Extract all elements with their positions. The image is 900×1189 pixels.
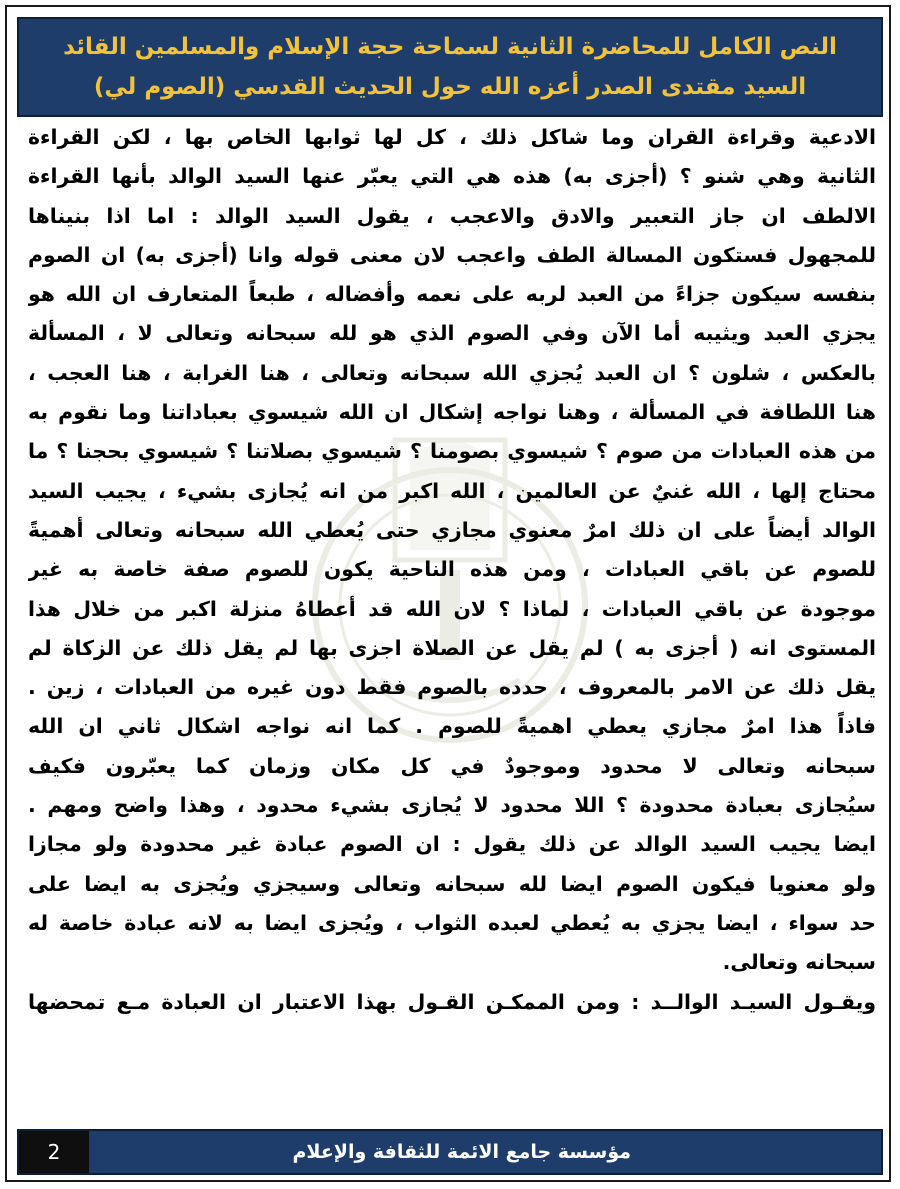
text-line: للمجهول فستكون المسالة الطف واعجب لان معنى قوله وانا (أجزى به) ان الصوم (28, 242, 876, 267)
text-line: سبحانه وتعالى. (722, 950, 876, 975)
title-line-2: السيد مقتدى الصدر أعزه الله حول الحديث القدسي (الصوم لي) (93, 74, 807, 100)
text-line: ويقـول السيـد الوالــد : ومن الممكـن القـول بهذا الاعتبار ان العبادة مـع تمحضها (28, 989, 876, 1014)
text-line: هنا اللطافة في المسألة ، وهنا نواجه إشكال ان الله شيسوي بعباداتنا وما نقوم به (28, 400, 876, 425)
text-line: الوالد أيضاً على ان ذلك امرٌ معنوي مجازي حتى يُعطي الله سبحانه وتعالى أهميةً (28, 517, 876, 542)
text-line: الالطف ان جاز التعبير والادق والاعجب ، يقول السيد الوالد : اما اذا بنيناها (28, 203, 876, 228)
text-line: من هذه العبادات من صوم ؟ شيسوي بصومنا ؟ شيسوي بصلاتنا ؟ شيسوي بحجنا ؟ ما (28, 439, 876, 464)
text-line: حد سواء ، ايضا يجزي به يُعطي لعبده الثواب ، ويُجزى ايضا به لانه عبادة خاصة له (28, 910, 876, 935)
text-line: سيُجازى بعبادة محدودة ؟ اللا محدود لا يُجازى بشيء محدود ، وهذا واضح ومهم . (28, 793, 876, 818)
text-line: فاذاً هذا امرٌ مجازي يعطي اهميةً للصوم . كما انه نواجه اشكال ثاني ان الله (28, 714, 876, 739)
text-line: يجزي العبد ويثيبه أما الآن وفي الصوم الذي هو لله سبحانه وتعالى لا ، المسألة (28, 321, 876, 346)
text-line: للصوم عن باقي العبادات ، ومن هذه الناحية يكون للصوم صفة خاصة به غير (28, 557, 876, 582)
text-line: ايضا يجيب السيد الوالد عن ذلك يقول : ان الصوم عبادة غير محدودة ولو مجازا (28, 832, 876, 857)
lecture-body (28, 118, 876, 1022)
page-number: 2 (19, 1131, 89, 1173)
text-line: ولو معنويا فيكون الصوم ايضا لله سبحانه وتعالى وسيجزي ويُجزى به ايضا على (28, 871, 876, 896)
footer-banner (17, 1129, 883, 1175)
text-line: بالعكس ، شلون ؟ ان العبد يُجزي الله سبحانه وتعالى ، هنا الغرابة ، هنا العجب ، (28, 360, 876, 385)
lecture-paragraph (28, 118, 876, 983)
text-line: يقل ذلك عن الامر بالمعروف ، حدده بالصوم فقط دون غيره من العبادات ، زين . (28, 675, 876, 700)
text-line: الادعية وقراءة القران وما شاكل ذلك ، كل لها ثوابها الخاص بها ، لكن القراءة (28, 125, 876, 149)
text-line: بنفسه سيكون جزاءً من العبد لربه على نعمه وأفضاله ، طبعاً المتعارف ان الله هو (28, 282, 876, 307)
title-line-1: النص الكامل للمحاضرة الثانية لسماحة حجة الإسلام والمسلمين القائد (63, 34, 837, 60)
lecture-paragraph (28, 983, 876, 1022)
publisher-name: مؤسسة جامع الائمة للثقافة والإعلام (292, 1141, 631, 1163)
text-line: المستوى انه ( أجزى به ) لم يقل عن الصلاة اجزى بها لم يقل ذلك عن الزكاة لم (28, 635, 876, 660)
text-line: محتاج إلها ، الله غنيٌ عن العالمين ، الله اكبر من انه يُجازى بشيء ، يجيب السيد (28, 478, 876, 503)
text-line: موجودة عن باقي العبادات ، لماذا ؟ لان الله قد أعطاهُ منزلة اكبر من خلال هذا (28, 596, 876, 621)
text-line: سبحانه وتعالى لا محدود وموجودٌ في كل مكان وزمان كما يعبّرون فكيف (28, 753, 876, 778)
document-title-banner (17, 17, 883, 117)
text-line: الثانية وهي شنو ؟ (أجزى به) هذه هي التي يعبّر عنها السيد الوالد بأنها القراءة (28, 164, 876, 189)
